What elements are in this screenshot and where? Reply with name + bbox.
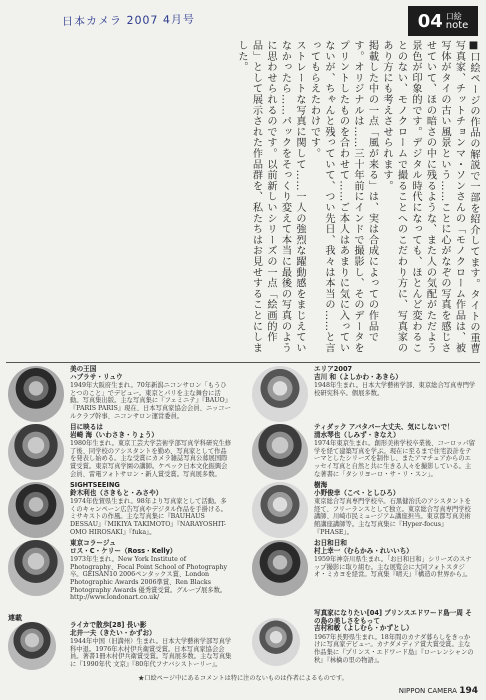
entry-card (8, 540, 234, 600)
intro-paragraph: ストレートな写真に関して……一人の強烈な躍動感をまじえていなかったら……パックをそっくり変えて本当に最後の写真のように思わせられるのです。以前新しいシリーズの一点「絵画的作品」として展示された作品群を、私たちはお見せすることにしました。 (236, 40, 305, 354)
entry-body: 1949年大阪府生まれ。70年新潟ニコンサロン「もうひとつのこと」でデビュー。東京とパリを主な舞台に活動。写真集出版。主な写真集に『フェミニテ』『BAUO』『PARIS PARIS』現在、日本写真家協会会員、ニッコールクラブ幹事、ニコンサロン運営委員。 (70, 382, 232, 420)
entry-name: 村上幸一（むらかみ・れいいち） (314, 546, 413, 555)
divider (6, 362, 480, 363)
entry-name: 吉川 和（よしかわ・あきら） (314, 372, 403, 381)
entry-name: 吉村和敏（よしむら・かずとし） (314, 624, 413, 633)
entry-card (8, 482, 234, 542)
portrait-photo (8, 540, 64, 596)
section-number: 04 (417, 10, 443, 32)
page-number: 194 (459, 686, 478, 696)
intro-paragraph: 掲載した中の一点「風が来る」は、実は合成によっての作品です。オリジナルは……三十年前にインドで撮影し、そのデータをプリントしたものを合わせて……ご本人はあまりに気に入っていないが、ちゃんと残っていて、つい先日、我々は本当の……と言ってもらえたわけです。 (308, 40, 378, 354)
entry-title: 東京コラージュ (70, 539, 116, 547)
entry-body: 1980年生まれ。東京工芸大学芸術学部写真学科研究生修了後、同学校のアシスタントを勤め、写真家として作品を発表し始める。主な受賞にカメラ雑誌写真公募展国際賞受賞。東京写真学園の講師。ケペック日本文化振興会会員、雷電フォトサロン・新人賞受賞。写真展多数。 (70, 440, 232, 478)
entry-title: エリア2007 (314, 365, 353, 373)
portrait-photo (252, 424, 308, 480)
entry-title: お日和日和 (314, 539, 347, 547)
entry-title: SIGHTSEEING (70, 481, 120, 489)
entry-body: 1948年生まれ。日本大学藝術学部、東京総合写真専門学校研究科卒。個展多数。 (314, 382, 476, 397)
entry-body: 東京総合写真専門学校卒。石黒健治氏のアシスタントを経て、フリーランスとして独立。東京総合写真専門学校講師、川崎市民ミュージアム講座担当。東京都写真美術館講座講師等。主な写真集に『Hyper-focus』『PHASE』。 (314, 498, 471, 536)
entry-title: 樹海 (314, 481, 328, 489)
entry-body: 1967年長野県生まれ。18年間のカナダ暮らしをきっかけに写真家デビュー。カナダメディア賞大賞受賞。主な作品集に『プリンス・エドワード島』『ローレンシャンの秋』『林檎の里の物語』。 (314, 633, 474, 664)
portrait-photo (252, 618, 300, 666)
entry-card (252, 482, 478, 542)
portrait-photo (8, 482, 64, 538)
entry-name: ハブラサ・リュウ (70, 372, 123, 381)
entry-card (8, 424, 234, 484)
entry-body: 1959年神奈川県生まれ。「お日和日和」シリーズのスナップ撮影に取り組む。主な展覧会に大同フォトスタジオ・ミカヨを経営。写真集『晴天』『構造の世界から』。 (314, 556, 472, 579)
entry-name: 清水琴也（しみず・きなえ） (314, 430, 400, 439)
section-header (408, 6, 478, 36)
intro-paragraph: ■口絵ページの作品の解説で一部を紹介してます。タイトの重曹写真家、チットチョンマ・ソンさんの「モノクローム作品は、被写体がタイの古い風景という……ことに心がなぞの写真を感じさせていて、ほの暗さの中に残るような、また人の気配がただよう景色が印象的です。デジタル時代になっても、ほとんど変わることのない、モノクロームで撮ることへのこだわり方に、写真家のあり方にも考えさせられます。 (381, 40, 479, 354)
page-footer (399, 686, 478, 696)
portrait-photo (8, 366, 64, 422)
entry-name: 小野俊幸（こべ・としひろ） (314, 488, 400, 497)
entry-title: 美の王国 (70, 365, 97, 373)
entry-title: 目に映るは (70, 423, 103, 431)
serial-label: 連載 (8, 614, 22, 622)
footer-note: ★口絵ページ中にあるコメントは特に注のないものは作者によるものです。 (138, 675, 348, 682)
entry-name: 岩崎 海（いわさき・りょう） (70, 430, 159, 439)
magazine-name: NIPPON CAMERA (398, 687, 457, 695)
entry-name: 北井一夫（きたい・かずお） (70, 628, 156, 637)
entry-body: 1974年東京生まれ。創形美術学校卒業後、コーロッパ留学を経て建築写真を学ぶ。現在に至るまで住宅設計をテーマとしたシリーズを制作し、またアマチュアからのエッセイ写真と自然と共に生きる人々を撮影している。主な著書に「タシリヨーロ・サ・リ・スン」。 (314, 440, 476, 478)
portrait-photo (252, 482, 308, 538)
entry-name: 鈴木利也（さきもと・みさや） (70, 488, 163, 497)
entry-body: 1973年生まれ。New York Institute of Photography、Focal Point School of Photography卒。GEISAN10 2006ペンタックス賞、London Photographic Awards 2006準賞、Ren Blacks Photography Awards 優秀賞受賞。グループ展多数。http://www.londonart.co.uk/ (70, 556, 228, 602)
entry-card (8, 622, 234, 672)
entry-body: 1944年中国（旧満州）生まれ。日本大学藝術学部写真学科中退。1976年木村伊兵衛賞受賞。日本写真家協会会員。著書1冊木村伊兵衛賞受賞。写真展多数。主な写真集に『1990年代 文京』『80年代フナバシストーリー』。 (70, 638, 232, 668)
entry-title: 写真家になりたい[04] プリンスエドワード島一周 その島の美しさをもって (314, 609, 472, 625)
entry-card (8, 366, 234, 426)
portrait-photo (252, 366, 308, 422)
entry-card (252, 540, 478, 600)
handwritten-note: 日本カメラ 2007 4月号 (61, 12, 196, 29)
intro-text (6, 40, 480, 358)
section-label-en: note (445, 20, 469, 31)
entry-title: ライカで散歩[28] 長い影 (70, 621, 147, 629)
entry-title: ティダック アバタパー大丈夫、気にしないで！ (314, 423, 454, 431)
portrait-photo (8, 622, 56, 670)
entry-card (252, 424, 478, 484)
portrait-photo (8, 424, 64, 480)
portrait-photo (252, 540, 308, 596)
entry-card (252, 366, 478, 426)
entry-name: ロス・C・ケリー（Ross・Kelly） (70, 546, 177, 555)
entry-card (252, 610, 478, 670)
section-label-jp: 口絵 (445, 12, 462, 21)
entry-body: 1974年佐賀県生まれ。98年より写真家として活動。多くのキャンペーン広告写真やデジタル作品を手掛ける。ミサキストの作風。主な写真集に『BAUHAUS DESSAU』『MIKIYA TAKIMOTO』『NARAYOSHIT-OMO HIROSAKI』『fuka』。 (70, 498, 227, 536)
